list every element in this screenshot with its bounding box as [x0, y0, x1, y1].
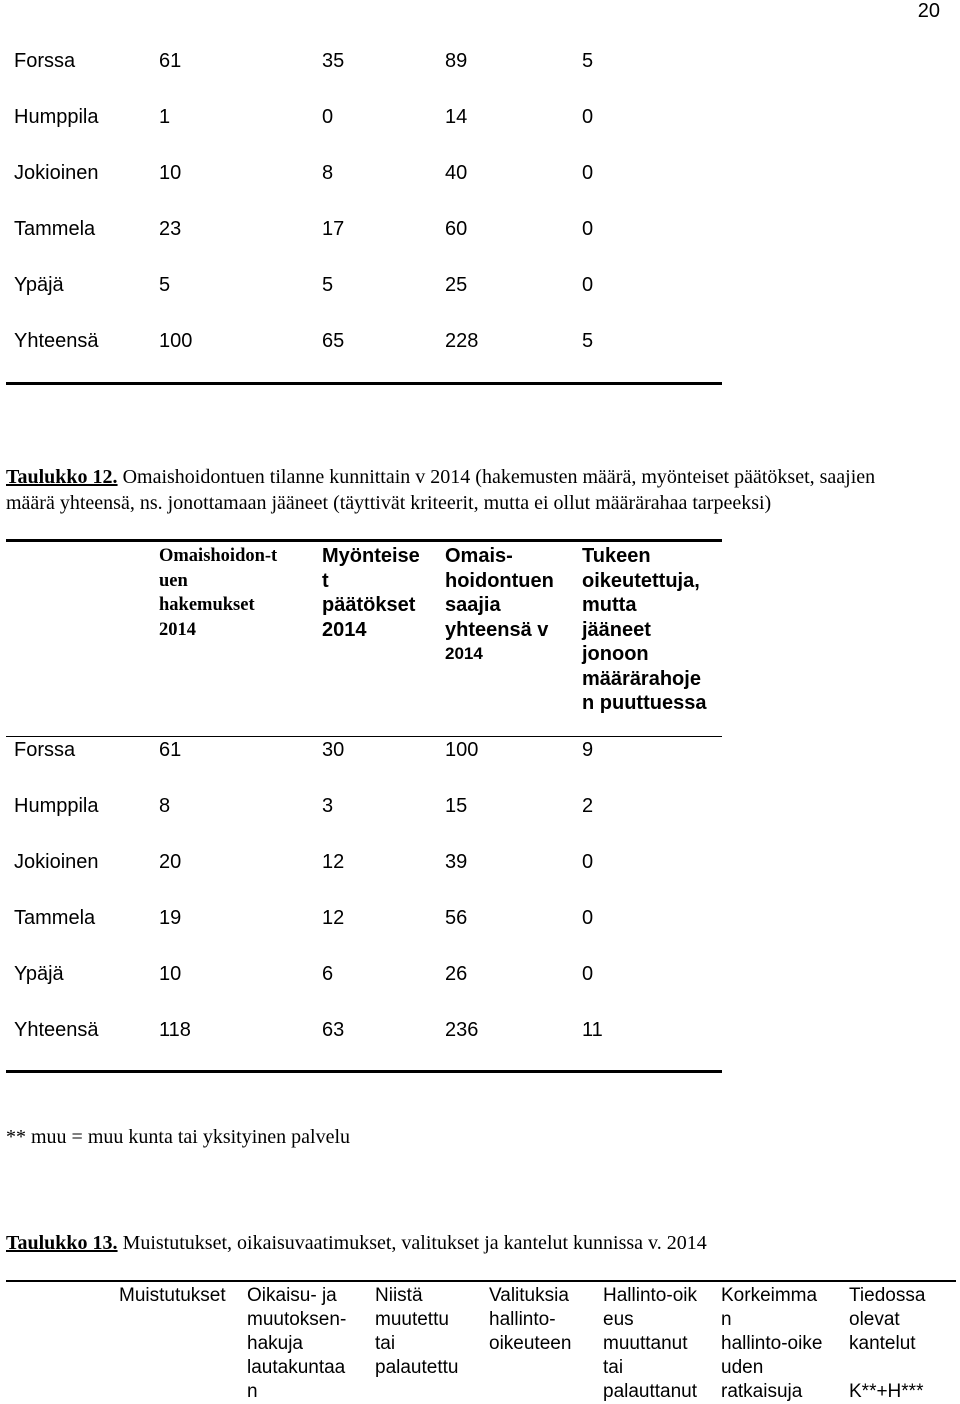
cell-value: 9 — [582, 739, 594, 761]
cell-value: 5 — [582, 330, 594, 352]
cell-value: 0 — [322, 106, 334, 128]
cell-value: 61 — [159, 50, 182, 72]
table13-top-rule — [6, 1280, 956, 1282]
caption-text: Muistutukset, oikaisuvaatimukset, valitukset ja kantelut kunnissa v. 2014 — [117, 1232, 707, 1254]
cell-municipality: Humppila — [14, 106, 99, 128]
table-row — [0, 162, 740, 192]
header-recipients: Omais- hoidontuen saajia yhteensä v — [445, 545, 554, 641]
table-row — [0, 907, 740, 937]
cell-value: 60 — [445, 218, 468, 240]
cell-value: 0 — [582, 218, 594, 240]
cell-value: 0 — [582, 963, 594, 985]
cell-value: 236 — [445, 1019, 479, 1041]
header-appeals-admin-court: Valituksia hallinto- oikeuteen — [489, 1285, 572, 1354]
cell-value: 6 — [322, 963, 334, 985]
header-complaints: Muistutukset — [119, 1285, 226, 1306]
cell-municipality: Ypäjä — [14, 274, 64, 296]
cell-value: 23 — [159, 218, 182, 240]
cell-value: 0 — [582, 162, 594, 184]
cell-value: 11 — [582, 1019, 603, 1041]
cell-value: 118 — [159, 1019, 191, 1041]
cell-value: 100 — [445, 739, 479, 761]
cell-value: 0 — [582, 106, 594, 128]
cell-value: 100 — [159, 330, 193, 352]
header-applications: Omaishoidon-t uen hakemukset 2014 — [159, 546, 278, 640]
cell-value: 5 — [159, 274, 171, 296]
cell-value: 2 — [582, 795, 594, 817]
cell-value: 26 — [445, 963, 468, 985]
table-row-total — [0, 1019, 740, 1049]
table12-header-rule — [6, 736, 722, 737]
header-queued: Tukeen oikeutettuja, mutta jääneet jonoon määrärahoje n puuttuessa — [582, 545, 707, 714]
cell-value: 14 — [445, 106, 468, 128]
cell-municipality: Yhteensä — [14, 330, 99, 352]
cell-value: 40 — [445, 162, 468, 184]
cell-value: 10 — [159, 963, 182, 985]
table-row — [0, 50, 740, 80]
cell-value: 12 — [322, 851, 345, 873]
cell-value: 5 — [582, 50, 594, 72]
cell-value: 3 — [322, 795, 334, 817]
cell-value: 19 — [159, 907, 182, 929]
cell-value: 10 — [159, 162, 182, 184]
cell-value: 1 — [159, 106, 171, 128]
page-number: 20 — [917, 0, 940, 22]
table-row — [0, 739, 740, 769]
table12-top-rule — [6, 539, 722, 542]
cell-value: 15 — [445, 795, 468, 817]
cell-value: 39 — [445, 851, 468, 873]
header-changed-or-returned: Niistä muutettu tai palautettu — [375, 1285, 459, 1378]
cell-municipality: Forssa — [14, 50, 76, 72]
table12-bottom-rule — [6, 1070, 722, 1073]
cell-value: 8 — [159, 795, 171, 817]
cell-value: 35 — [322, 50, 345, 72]
cell-value: 12 — [322, 907, 345, 929]
header-recipients-year: 2014 — [445, 644, 483, 663]
cell-value: 17 — [322, 218, 345, 240]
table-row — [0, 795, 740, 825]
cell-value: 30 — [322, 739, 345, 761]
header-supreme-admin-court: Korkeimma n hallinto-oike uden ratkaisuja — [721, 1285, 823, 1402]
cell-value: 0 — [582, 851, 594, 873]
cell-value: 89 — [445, 50, 468, 72]
table12-caption — [6, 464, 875, 490]
cell-value: 63 — [322, 1019, 345, 1041]
caption-label: Taulukko 12. — [6, 466, 118, 488]
cell-municipality: Tammela — [14, 907, 96, 929]
cell-municipality: Humppila — [14, 795, 99, 817]
cell-value: 65 — [322, 330, 345, 352]
cell-value: 20 — [159, 851, 182, 873]
caption-label: Taulukko 13. — [6, 1232, 118, 1254]
cell-value: 228 — [445, 330, 479, 352]
cell-municipality: Jokioinen — [14, 851, 99, 873]
header-positive-decisions: Myönteise t päätökset 2014 — [322, 545, 420, 641]
table-row — [0, 274, 740, 304]
cell-value: 61 — [159, 739, 182, 761]
cell-value: 25 — [445, 274, 468, 296]
table-row — [0, 851, 740, 881]
cell-municipality: Tammela — [14, 218, 96, 240]
table-bottom-rule — [6, 382, 722, 385]
caption-text: Omaishoidontuen tilanne kunnittain v 2014 (hakemusten määrä, myönteiset päätökset, saajien — [117, 466, 876, 488]
table-row — [0, 218, 740, 248]
cell-value: 0 — [582, 274, 594, 296]
cell-value: 0 — [582, 907, 594, 929]
table12-caption-line2: määrä yhteensä, ns. jonottamaan jääneet (täyttivät kriteerit, mutta ei ollut määrärahaa tarpeeksi) — [6, 492, 772, 514]
table-row — [0, 106, 740, 136]
header-known-complaints: Tiedossa olevat kantelut K**+H*** — [849, 1285, 926, 1402]
header-rectification-requests: Oikaisu- ja muutoksen- hakuja lautakuntaa n — [247, 1285, 347, 1402]
footnote: ** muu = muu kunta tai yksityinen palvelu — [6, 1126, 351, 1148]
cell-municipality: Jokioinen — [14, 162, 99, 184]
table-row-total — [0, 330, 740, 360]
table-row — [0, 963, 740, 993]
header-admin-court-changed: Hallinto-oik eus muuttanut tai palauttanut — [603, 1285, 698, 1402]
cell-value: 5 — [322, 274, 334, 296]
cell-value: 56 — [445, 907, 468, 929]
cell-municipality: Forssa — [14, 739, 76, 761]
cell-municipality: Yhteensä — [14, 1019, 99, 1041]
cell-value: 8 — [322, 162, 334, 184]
table13-caption — [6, 1230, 707, 1256]
cell-municipality: Ypäjä — [14, 963, 64, 985]
